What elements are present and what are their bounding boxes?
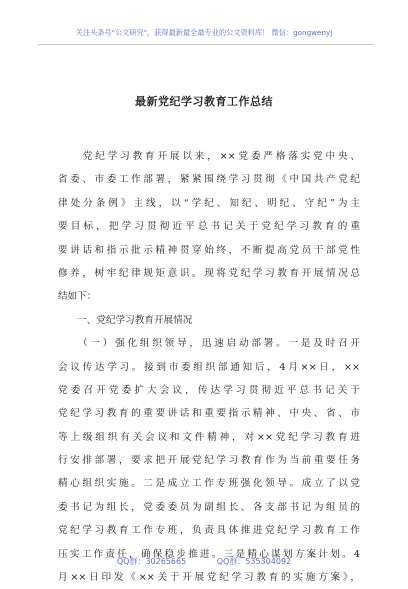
- body-line: 党纪学习教育的重要讲话和重要指示精神、中央、省、市: [58, 408, 360, 420]
- footer-qq-group-1: QQ群：30265665: [116, 557, 187, 566]
- footer-qq-group-2: QQ群：535304092: [216, 557, 292, 566]
- body-line: 压实工作责任，确保稳步推进。三是精心谋划方案计划。4: [58, 548, 360, 560]
- body-line: 委书记为组长，党委委员为副组长、各支部书记为组员的: [58, 501, 360, 513]
- body-line: 律处分条例》主线，以“学纪、知纪、明纪、守纪”为主: [58, 197, 360, 209]
- document-body: [58, 145, 360, 589]
- body-line: 省委、市委工作部署，紧紧围绕学习贯彻《中国共产党纪: [58, 174, 360, 186]
- body-line: 党纪学习教育工作专班，负责具体推进党纪学习教育工作: [58, 525, 360, 537]
- body-line: 党纪学习教育开展以来，××党委严格落实党中央、: [58, 151, 360, 162]
- body-line: 等上级组织有关会议和文件精神，对××党纪学习教育进: [58, 431, 360, 443]
- document-title: 最新党纪学习教育工作总结: [135, 95, 273, 108]
- page-footer: [0, 556, 408, 567]
- body-line: 修养，树牢纪律规矩意识。现将党纪学习教育开展情况总: [58, 267, 360, 279]
- header-divider: [38, 44, 374, 45]
- body-line: 月××日印发《××关于开展党纪学习教育的实施方案》，: [58, 572, 360, 584]
- body-line: 结如下：: [58, 291, 97, 303]
- body-line: 要目标，把学习贯彻近平总书记关于党纪学习教育的重: [58, 221, 360, 233]
- header-notice: 关注头条号"公文研究"，获得最新最全最专业的公文资料库！ 微信：gongwenyj: [75, 28, 333, 37]
- body-line: 党委召开党委扩大会议，传达学习贯彻近平总书记关于: [58, 384, 360, 396]
- body-line: （一）强化组织领导，迅速启动部署。一是及时召开: [58, 338, 360, 350]
- body-line: 要讲话和指示批示精神贯穿始终，不断提高党员干部党性: [58, 244, 360, 256]
- body-line: 行安排部署，要求把开展党纪学习教育作为当前重要任务: [58, 455, 360, 467]
- section-heading: 一、党纪学习教育开展情况: [58, 314, 193, 326]
- body-line: 会议传达学习。接到市委组织部通知后，4月××日，××: [58, 361, 360, 373]
- body-line: 精心组织实施。二是成立工作专班强化领导。成立了以党: [58, 478, 360, 490]
- page-header: [0, 0, 408, 58]
